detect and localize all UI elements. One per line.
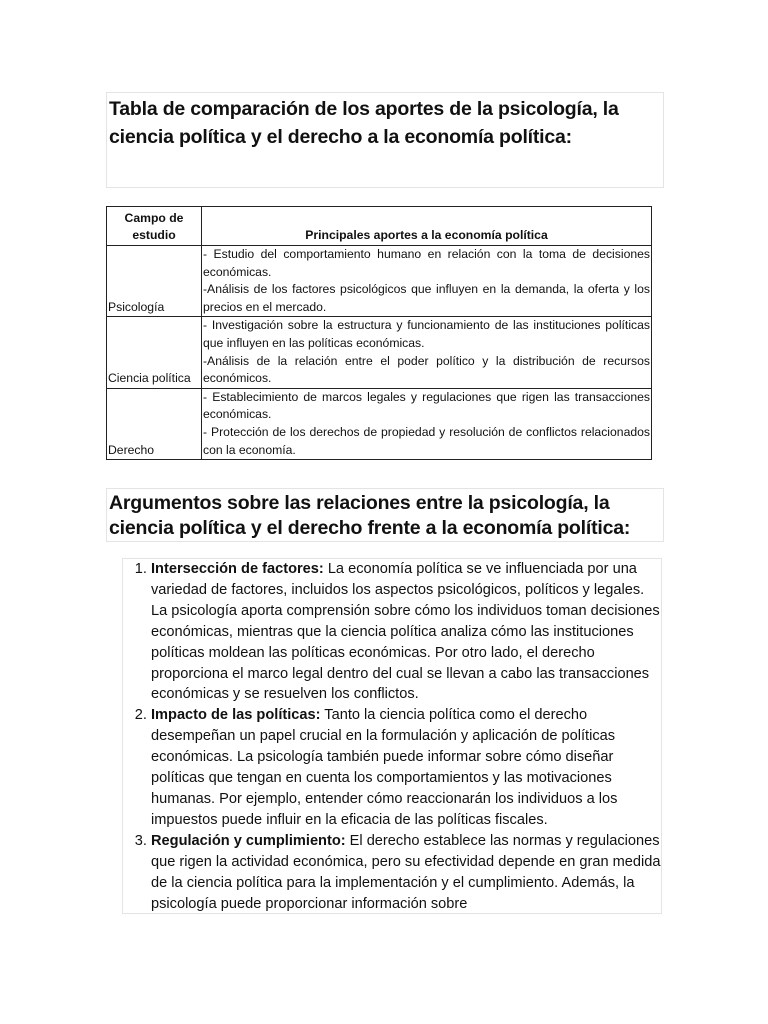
row-desc-ciencia-politica xyxy=(202,317,652,388)
header-field: Campo de estudio xyxy=(107,207,202,246)
row-desc-psicologia xyxy=(202,246,652,317)
desc-line: - Establecimiento de marcos legales y regulaciones que rigen las transacciones económicas. xyxy=(203,389,650,422)
desc-line: - Investigación sobre la estructura y funcionamiento de las instituciones políticas que influyen en las políticas económicas. xyxy=(203,318,650,350)
row-field-derecho: Derecho xyxy=(107,388,202,459)
row-field-ciencia-politica: Ciencia política xyxy=(107,317,202,388)
arguments-list-box xyxy=(122,558,662,914)
argument-heading: Intersección de factores: xyxy=(151,561,324,577)
page-title: Tabla de comparación de los aportes de la psicología, la ciencia política y el derecho a la economía política: xyxy=(109,98,619,148)
argument-text: La economía política se ve influenciada por una variedad de factores, incluidos los aspectos psicológicos, políticos y legales. La psicología aporta comprensión sobre cómo los individuos toman decisiones económicas, mientras que la ciencia política analiza cómo las instituciones políticas moldean las políticas económicas. Por otro lado, el derecho proporciona el marco legal dentro del cual se llevan a cabo las transacciones económicas y se resuelven los conflictos. xyxy=(151,561,660,703)
list-item xyxy=(151,831,661,914)
row-field-psicologia: Psicología xyxy=(107,246,202,317)
table-row xyxy=(107,246,652,317)
argument-heading: Regulación y cumplimiento: xyxy=(151,832,346,849)
table-row xyxy=(107,388,652,459)
argument-text: El derecho establece las normas y regulaciones que rigen la actividad económica, pero su efectividad depende en gran medida de la ciencia política para la implementación y el cumplimiento. Además, la psicología puede proporcionar información sobre xyxy=(151,832,661,912)
arguments-list xyxy=(123,559,661,914)
desc-line: - Estudio del comportamiento humano en relación con la toma de decisiones económicas. xyxy=(203,247,650,279)
title-box xyxy=(106,92,664,188)
table-header-row xyxy=(107,207,652,246)
arguments-title: Argumentos sobre las relaciones entre la psicología, la ciencia política y el derecho frente a la economía política: xyxy=(109,492,631,539)
desc-line: -Análisis de la relación entre el poder político y la distribución de recursos económicos. xyxy=(203,353,650,386)
argument-text: Tanto la ciencia política como el derecho desempeñan un papel crucial en la formulación y aplicación de políticas económicas. La psicología también puede informar sobre cómo diseñar políticas que tengan en cuenta los comportamientos y las motivaciones humanas. Por ejemplo, entender cómo reaccionarán los individuos a los impuestos puede influir en la eficacia de las políticas fiscales. xyxy=(151,707,618,828)
list-item xyxy=(151,559,661,705)
desc-line: - Protección de los derechos de propiedad y resolución de conflictos relacionados con la economía. xyxy=(203,424,650,457)
comparison-table xyxy=(106,206,652,460)
table-row xyxy=(107,317,652,388)
argument-heading: Impacto de las políticas: xyxy=(151,707,321,724)
arguments-title-box xyxy=(106,488,664,542)
list-item xyxy=(151,705,661,830)
header-contributions: Principales aportes a la economía política xyxy=(202,207,652,246)
row-desc-derecho xyxy=(202,388,652,459)
desc-line: -Análisis de los factores psicológicos que influyen en la demanda, la oferta y los precios en el mercado. xyxy=(203,282,650,314)
